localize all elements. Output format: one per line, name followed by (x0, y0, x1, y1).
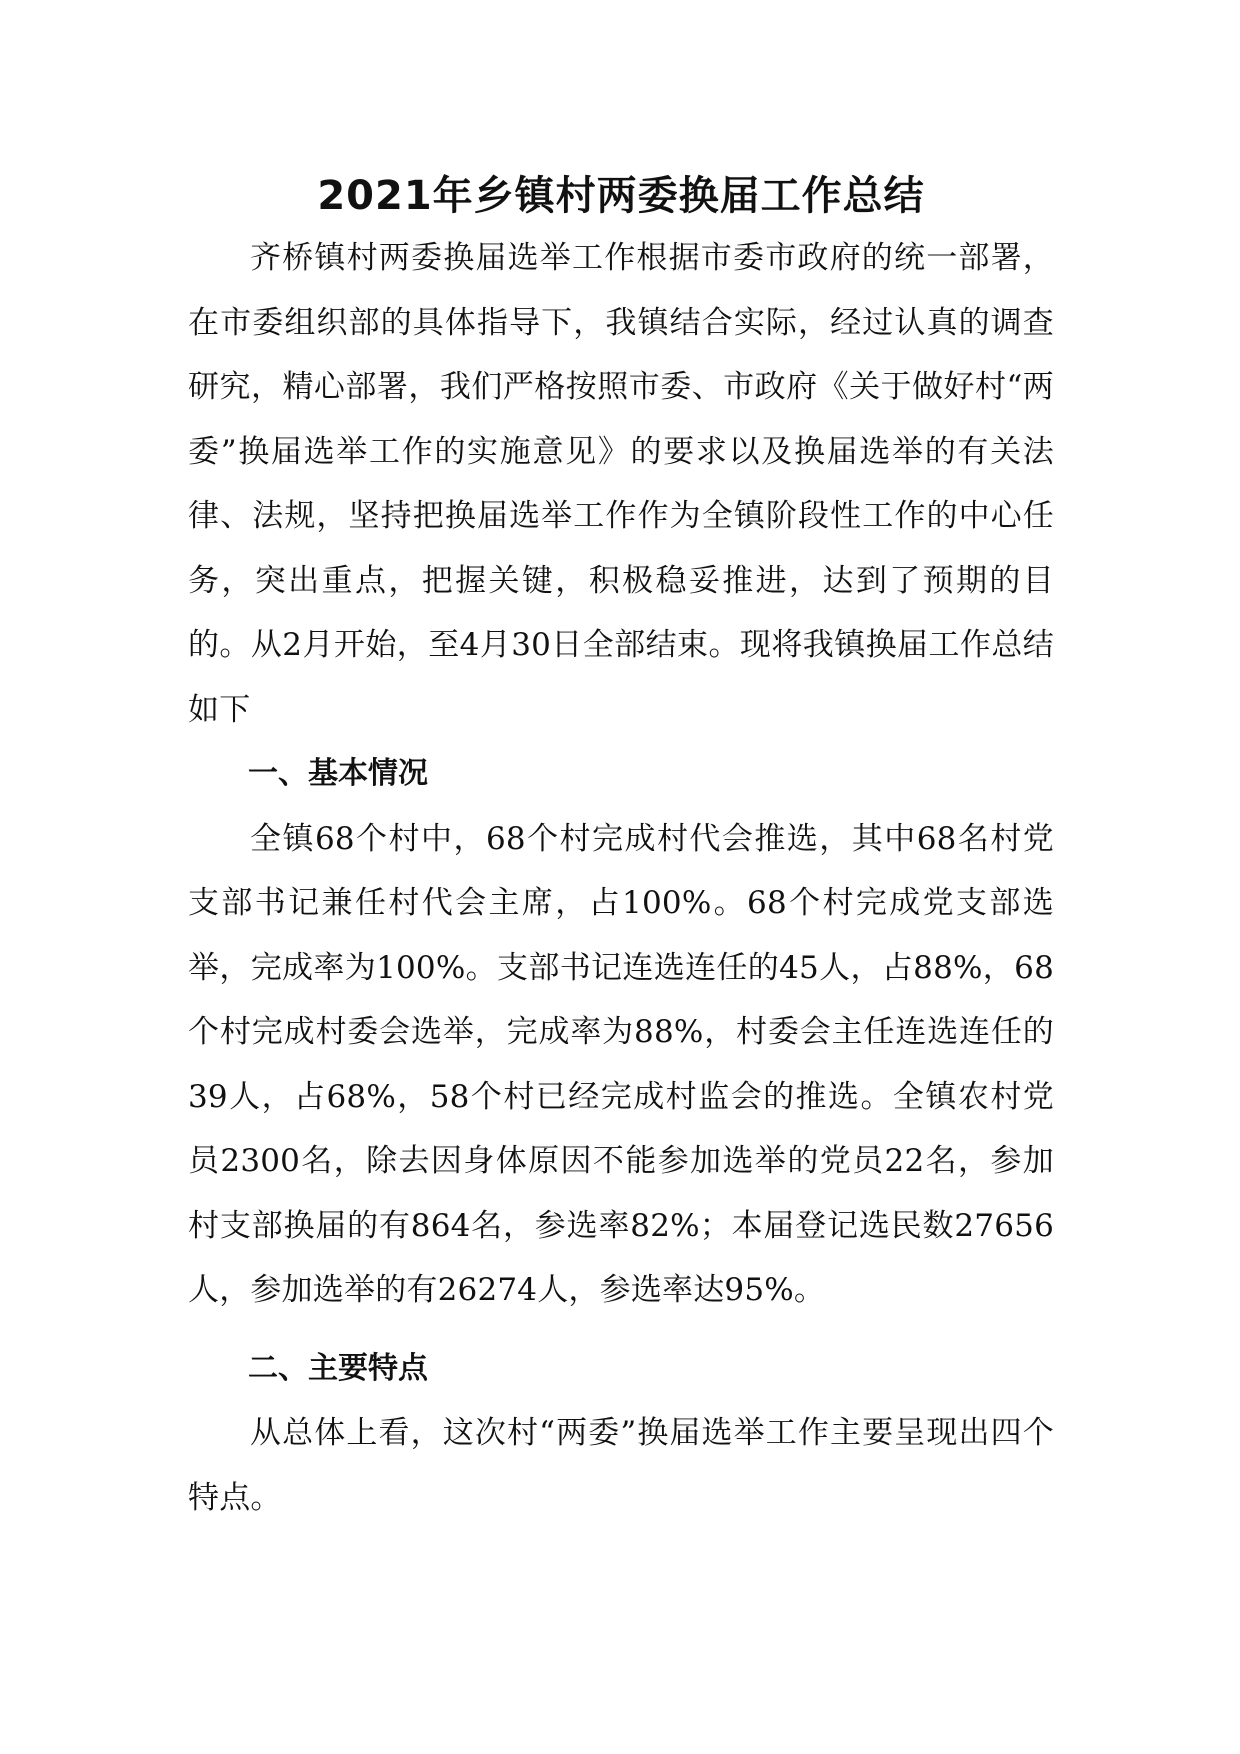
section-heading-basic-situation: 一、基本情况 (248, 756, 428, 791)
intro-paragraph: 齐桥镇村两委换届选举工作根据市委市政府的统一部署，在市委组织部的具体指导下，我镇结合实际，经过认真的调查研究，精心部署，我们严格按照市委、市政府《关于做好村“两委”换届选举工作的实施意见》的要求以及换届选举的有关法律、法规，坚持把换届选举工作作为全镇阶段性工作的中心任务，突出重点，把握关键，积极稳妥推进，达到了预期的目的。从2月开始，至4月30日全部结束。现将我镇换届工作总结如下 (188, 240, 1054, 728)
document-page (188, 170, 1054, 1530)
basic-situation-paragraph: 全镇68个村中，68个村完成村代会推选，其中68名村党支部书记兼任村代会主席，占100%。68个村完成党支部选举，完成率为100%。支部书记连选连任的45人，占88%，68个村完成村委会选举，完成率为88%，村委会主任连选连任的39人，占68%，58个村已经完成村监会的推选。全镇农村党员2300名，除去因身体原因不能参加选举的党员22名，参加村支部换届的有864名，参选率82%；本届登记选民数27656人，参加选举的有26274人，参选率达95%。 (188, 820, 1054, 1308)
section-heading-main-features: 二、主要特点 (248, 1350, 428, 1386)
document-title: 2021年乡镇村两委换届工作总结 (317, 173, 925, 219)
main-features-paragraph: 从总体上看，这次村“两委”换届选举工作主要呈现出四个特点。 (188, 1415, 1054, 1516)
